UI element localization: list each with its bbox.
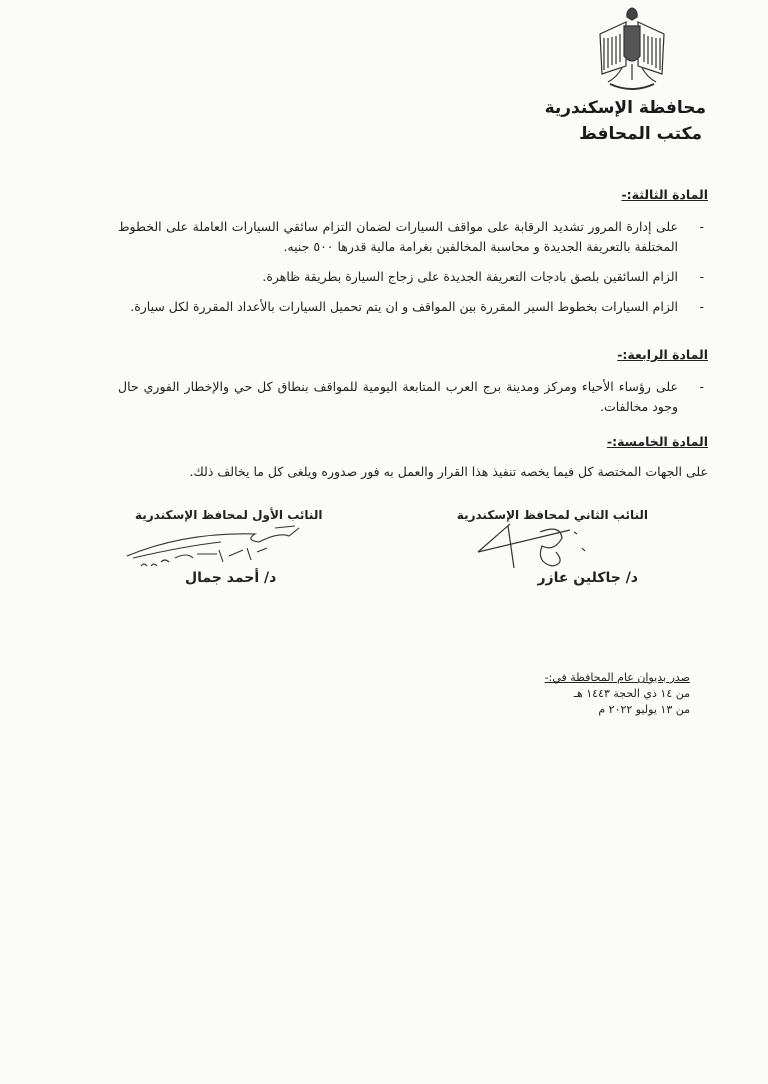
list-item: - على رؤساء الأحياء ومركز ومدينة برج العرب المتابعة اليومية للمواقف بنطاق كل حي والإخطار الفوري حال وجود مخالفات. (118, 379, 704, 414)
article-5 (118, 432, 708, 482)
article-text: على الجهات المختصة كل فيما يخصه تنفيذ هذا القرار والعمل به فور صدوره ويلغى كل ما يخالف ذلك. (189, 464, 708, 479)
first-deputy-title: النائب الأول لمحافظ الإسكندرية (135, 508, 323, 522)
item-text: الزام السائقين بلصق بادجات التعريفة الجديدة على زجاج السيارة بطريقة ظاهرة. (262, 269, 678, 284)
article-heading: المادة الثالثة:- (621, 187, 708, 202)
office-name: مكتب المحافظ (579, 124, 702, 144)
first-deputy-name: د/ أحمد جمال (185, 570, 277, 586)
item-text: على رؤساء الأحياء ومركز ومدينة برج العرب المتابعة اليومية للمواقف بنطاق كل حي والإخطار الفوري حال وجود مخالفات. (118, 379, 678, 414)
issued-gregorian-date: من ١٣ يوليو ٢٠٢٢ م (598, 703, 690, 716)
governorate-name: محافظة الإسكندرية (544, 98, 706, 118)
issued-hijri-date: من ١٤ ذي الحجة ١٤٤٣ هـ (573, 687, 690, 700)
article-heading: المادة الخامسة:- (606, 434, 708, 449)
item-text: الزام السيارات بخطوط السير المقررة بين المواقف و ان يتم تحميل السيارات بالأعداد المقررة لكل سيارة. (130, 299, 678, 314)
first-deputy-signature (125, 522, 325, 572)
egypt-eagle-emblem-icon (596, 4, 668, 96)
second-deputy-name: د/ جاكلين عازر (537, 570, 638, 586)
second-deputy-signature (470, 522, 610, 572)
list-item: - الزام السائقين بلصق بادجات التعريفة الجديدة على زجاج السيارة بطريقة ظاهرة. (262, 269, 704, 284)
issued-block (545, 670, 690, 718)
article-4 (118, 345, 708, 417)
list-item: - على إدارة المرور تشديد الرقابة على مواقف السيارات لضمان التزام سائقي السيارات العاملة على الخطوط المختلفة بالتعريفة الجديدة و محاسبة المخالفين بغرامة مالية قدرها ٥٠٠ جنيه. (118, 219, 704, 254)
article-heading: المادة الرابعة:- (617, 347, 708, 362)
article-3 (118, 185, 708, 317)
second-deputy-title: النائب الثاني لمحافظ الإسكندرية (456, 508, 648, 522)
item-text: على إدارة المرور تشديد الرقابة على مواقف السيارات لضمان التزام سائقي السيارات العاملة على الخطوط المختلفة بالتعريفة الجديدة و محاسبة المخالفين بغرامة مالية قدرها ٥٠٠ جنيه. (118, 219, 678, 254)
issued-label: صدر بديوان عام المحافظة في:- (544, 671, 690, 684)
list-item: - الزام السيارات بخطوط السير المقررة بين المواقف و ان يتم تحميل السيارات بالأعداد المقررة لكل سيارة. (130, 299, 704, 314)
